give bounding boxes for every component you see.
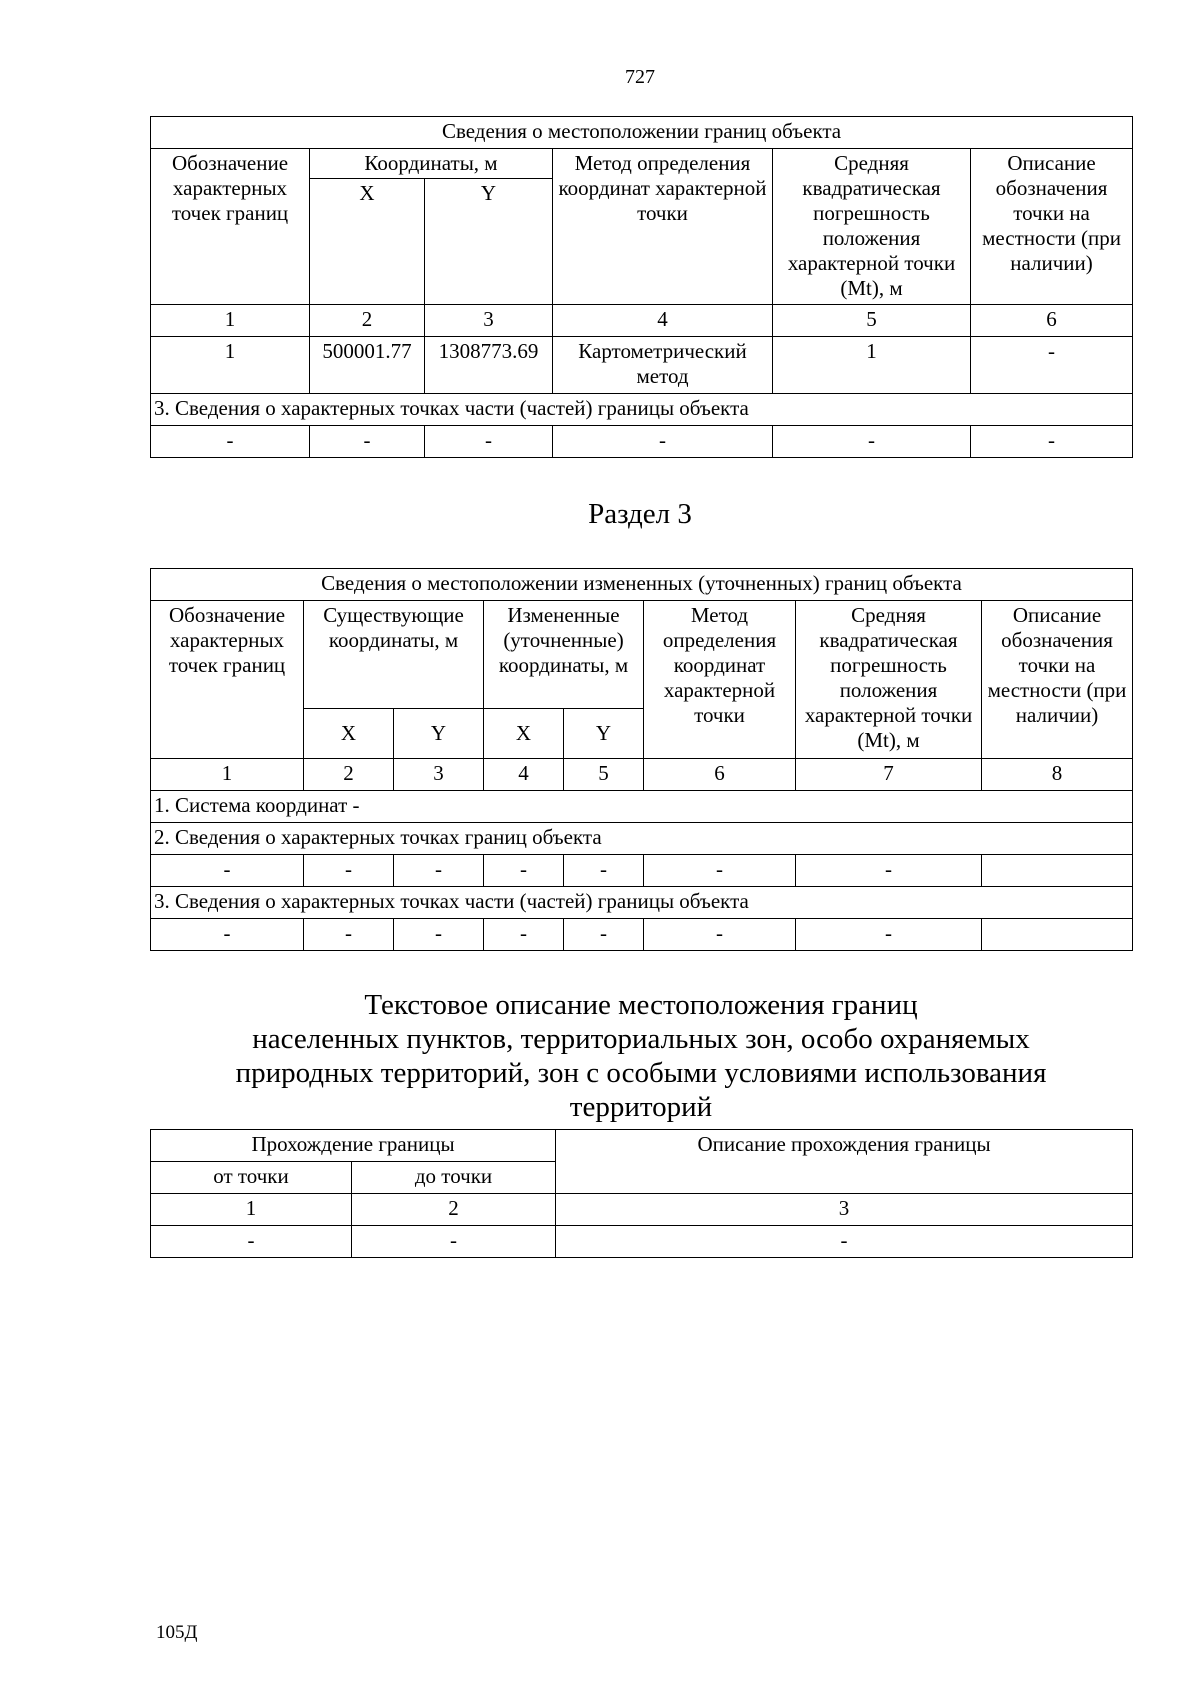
boundary-passage-table xyxy=(150,1129,1133,1258)
column-number: 1 xyxy=(151,759,304,791)
title-line: территорий xyxy=(569,1091,713,1123)
table-cell xyxy=(982,855,1133,887)
section-label: 3. Сведения о характерных точках части (частей) границы объекта xyxy=(151,887,1133,919)
table-caption: Сведения о местоположении границ объекта xyxy=(151,117,1133,149)
column-number: 6 xyxy=(971,305,1133,337)
table-row xyxy=(151,426,1133,458)
column-number: 1 xyxy=(151,1194,352,1226)
table-row xyxy=(151,337,1133,394)
column-number: 4 xyxy=(553,305,773,337)
cell-error: 1 xyxy=(773,337,971,394)
cell-x: 500001.77 xyxy=(310,337,425,394)
column-number: 2 xyxy=(304,759,394,791)
table-caption: Сведения о местоположении измененных (уточненных) границ объекта xyxy=(151,569,1133,601)
column-number: 2 xyxy=(352,1194,556,1226)
title-line: природных территорий, зон с особыми условиями использования xyxy=(235,1057,1047,1089)
table-cell: - xyxy=(484,919,564,951)
column-number: 3 xyxy=(556,1194,1133,1226)
title-line: Текстовое описание местоположения границ xyxy=(364,989,918,1021)
table-cell: - xyxy=(484,855,564,887)
column-number: 5 xyxy=(773,305,971,337)
header-designation: Обозначение характерных точек границ xyxy=(151,149,310,305)
header-x: X xyxy=(310,179,425,305)
title-line: населенных пунктов, территориальных зон, особо охраняемых xyxy=(252,1023,1030,1055)
table-row xyxy=(151,1226,1133,1258)
table-cell: - xyxy=(796,919,982,951)
cell-y: 1308773.69 xyxy=(425,337,553,394)
column-number: 4 xyxy=(484,759,564,791)
cell-point: 1 xyxy=(151,337,310,394)
table-cell: - xyxy=(644,919,796,951)
table-cell: - xyxy=(644,855,796,887)
header-y: Y xyxy=(564,709,644,759)
table-cell: - xyxy=(773,426,971,458)
header-existing-coordinates: Существующие координаты, м xyxy=(304,601,484,709)
text-description-title xyxy=(150,988,1132,1124)
table-row xyxy=(151,855,1133,887)
table-cell: - xyxy=(425,426,553,458)
header-from-point: от точки xyxy=(151,1162,352,1194)
header-description: Описание обозначения точки на местности (при наличии) xyxy=(971,149,1133,305)
header-x: X xyxy=(304,709,394,759)
section-title: Раздел 3 xyxy=(588,498,692,530)
table-cell: - xyxy=(151,1226,352,1258)
column-number: 5 xyxy=(564,759,644,791)
header-x: X xyxy=(484,709,564,759)
section-label: 1. Система координат - xyxy=(151,791,1133,823)
header-changed-coordinates: Измененные (уточненные) координаты, м xyxy=(484,601,644,709)
table-cell: - xyxy=(564,919,644,951)
header-error: Средняя квадратическая погрешность положения характерной точки (Mt), м xyxy=(773,149,971,305)
column-number: 3 xyxy=(425,305,553,337)
header-error: Средняя квадратическая погрешность положения характерной точки (Mt), м xyxy=(796,601,982,759)
header-to-point: до точки xyxy=(352,1162,556,1194)
column-number: 3 xyxy=(394,759,484,791)
table-cell: - xyxy=(151,855,304,887)
cell-method: Картометрический метод xyxy=(553,337,773,394)
section-label: 2. Сведения о характерных точках границ объекта xyxy=(151,823,1133,855)
table-cell: - xyxy=(564,855,644,887)
header-designation: Обозначение характерных точек границ xyxy=(151,601,304,759)
header-description: Описание обозначения точки на местности (при наличии) xyxy=(982,601,1133,759)
table-cell: - xyxy=(151,426,310,458)
section-label: 3. Сведения о характерных точках части (частей) границы объекта xyxy=(151,394,1133,426)
table-cell: - xyxy=(151,919,304,951)
table-row xyxy=(151,919,1133,951)
column-number: 1 xyxy=(151,305,310,337)
header-passage-description: Описание прохождения границы xyxy=(556,1130,1133,1194)
table-cell: - xyxy=(556,1226,1133,1258)
table-cell: - xyxy=(971,426,1133,458)
column-number: 8 xyxy=(982,759,1133,791)
table-cell: - xyxy=(352,1226,556,1258)
header-coordinates: Координаты, м xyxy=(310,149,553,179)
table-cell: - xyxy=(304,855,394,887)
header-y: Y xyxy=(425,179,553,305)
table-cell: - xyxy=(304,919,394,951)
page-number: 727 xyxy=(625,66,655,88)
table-cell: - xyxy=(394,919,484,951)
footer-code: 105Д xyxy=(156,1622,198,1643)
column-number: 7 xyxy=(796,759,982,791)
header-method: Метод определения координат характерной точки xyxy=(644,601,796,759)
table-cell: - xyxy=(310,426,425,458)
column-number: 6 xyxy=(644,759,796,791)
cell-description: - xyxy=(971,337,1133,394)
table-cell: - xyxy=(796,855,982,887)
header-method: Метод определения координат характерной точки xyxy=(553,149,773,305)
header-y: Y xyxy=(394,709,484,759)
changed-boundary-table xyxy=(150,568,1133,951)
header-passage: Прохождение границы xyxy=(151,1130,556,1162)
column-number: 2 xyxy=(310,305,425,337)
table-cell xyxy=(982,919,1133,951)
boundary-location-table xyxy=(150,116,1133,458)
table-cell: - xyxy=(394,855,484,887)
table-cell: - xyxy=(553,426,773,458)
